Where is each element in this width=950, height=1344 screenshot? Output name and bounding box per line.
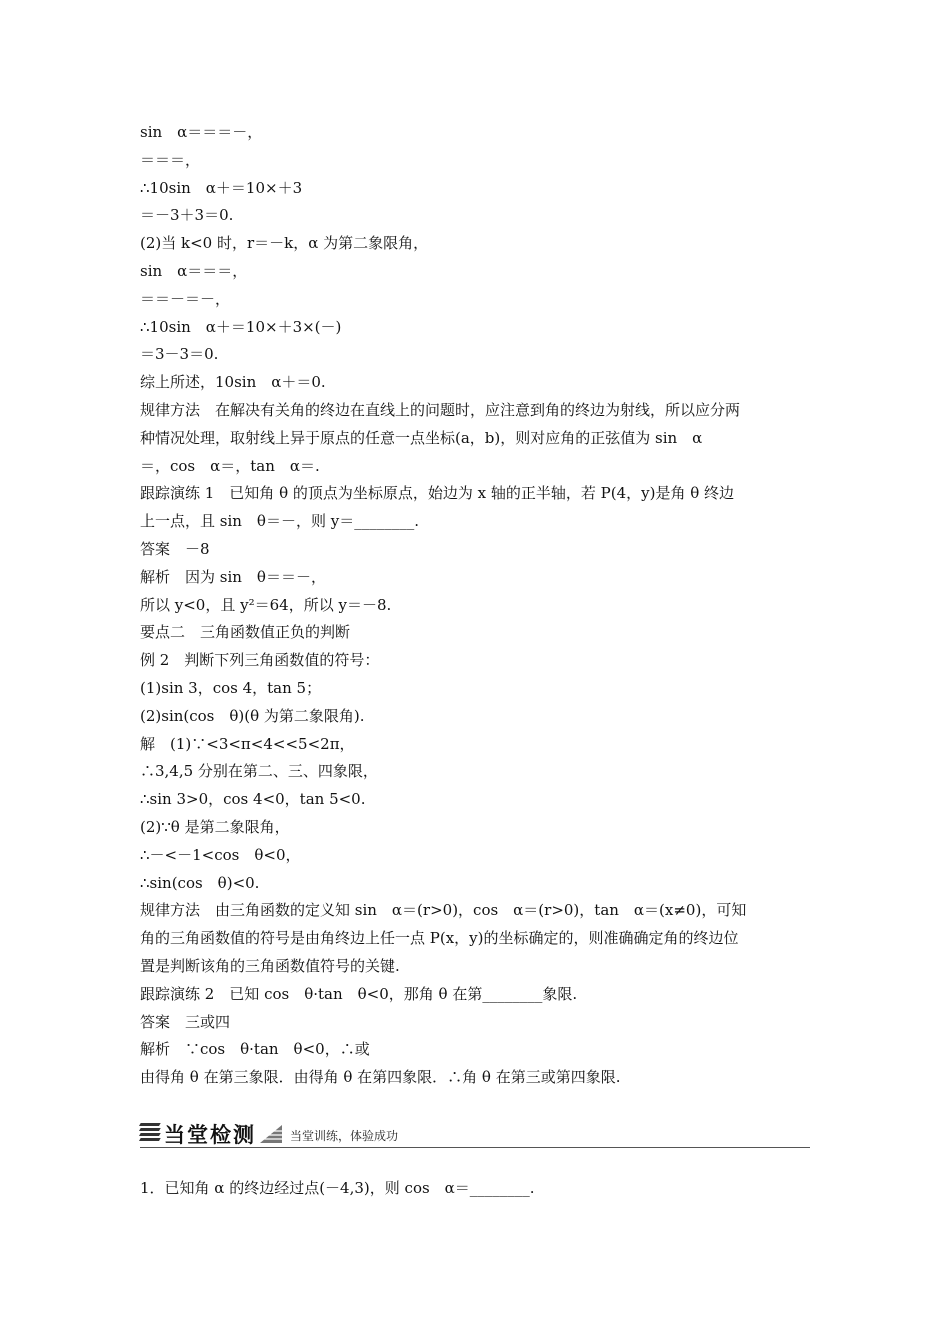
text-line: 要点二 三角函数值正负的判断 — [140, 623, 351, 642]
question-1: 1．已知角 α 的终边经过点(－4,3)，则 cos α＝________. — [140, 1179, 535, 1197]
text-line: ∴10sin α＋＝10×＋3×(－) — [140, 317, 342, 336]
section-subtitle: 当堂训练，体验成功 — [290, 1129, 399, 1143]
text-line: 答案 －8 — [140, 539, 210, 558]
text-line: sin α＝＝＝， — [140, 261, 248, 280]
text-line: 例 2 判断下列三角函数值的符号： — [140, 651, 380, 670]
text-line: 所以 y<0，且 y²＝64，所以 y＝－8. — [140, 595, 392, 614]
text-line: 置是判断该角的三角函数值符号的关键. — [140, 956, 400, 975]
section-title: 当堂检测 — [164, 1123, 256, 1147]
text-line: 规律方法 由三角函数的定义知 sin α＝(r>0)，cos α＝(r>0)，tan α＝(x≠0)，可知 — [140, 901, 747, 920]
section-header-bar — [140, 1117, 810, 1148]
text-line: 跟踪演练 1 已知角 θ 的顶点为坐标原点，始边为 x 轴的正半轴，若 P(4，y)是角 θ 终边 — [140, 484, 735, 503]
text-line: ∴sin(cos θ)<0. — [140, 873, 260, 892]
text-line: (1)sin 3，cos 4，tan 5； — [140, 678, 322, 697]
text-line: 角的三角函数值的符号是由角终边上任一点 P(x，y)的坐标确定的，则准确确定角的终边位 — [140, 929, 739, 948]
text-line: 综上所述，10sin α＋＝0. — [140, 373, 326, 392]
text-line: 种情况处理，取射线上异于原点的任意一点坐标(a，b)，则对应角的正弦值为 sin α — [140, 428, 703, 447]
text-line: 解 (1)∵<3<π<4<<5<2π， — [140, 734, 355, 753]
text-line: 解析 ∵cos θ·tan θ<0，∴或 — [140, 1040, 370, 1059]
text-line: 上一点，且 sin θ＝－，则 y＝________. — [140, 512, 419, 531]
text-line: ＝＝＝， — [140, 150, 201, 169]
text-line: 跟踪演练 2 已知 cos θ·tan θ<0，那角 θ 在第________象限. — [140, 984, 578, 1003]
text-line: ∴3,4,5 分别在第二、三、四象限， — [140, 762, 378, 781]
text-line: ∴sin 3>0，cos 4<0，tan 5<0. — [140, 790, 366, 809]
text-line: ＝3－3＝0. — [140, 345, 219, 364]
striped-triangle-icon — [260, 1125, 282, 1143]
text-line: (2)sin(cos θ)(θ 为第二象限角). — [140, 706, 365, 725]
text-line: 答案 三或四 — [140, 1012, 231, 1031]
text-line: sin α＝＝＝－， — [140, 123, 263, 141]
text-line: (2)当 k<0 时，r＝－k，α 为第二象限角， — [140, 234, 429, 253]
text-line: 解析 因为 sin θ＝＝－， — [140, 567, 326, 586]
solution-text-block — [140, 119, 812, 1092]
text-line: ∴10sin α＋＝10×＋3 — [140, 178, 303, 197]
text-line: ＝－3＋3＝0. — [140, 206, 234, 225]
text-line: (2)∵θ 是第二象限角， — [140, 817, 290, 836]
text-line: ＝＝－＝－， — [140, 289, 231, 308]
text-line: 规律方法 在解决有关角的终边在直线上的问题时，应注意到角的终边为射线，所以应分两 — [140, 400, 741, 419]
stripes-icon — [140, 1123, 160, 1143]
text-line: ＝，cos α＝，tan α＝. — [140, 456, 320, 475]
text-line: ∴－<－1<cos θ<0， — [140, 845, 301, 864]
text-line: 由得角 θ 在第三象限．由得角 θ 在第四象限．∴角 θ 在第三或第四象限. — [140, 1068, 621, 1087]
